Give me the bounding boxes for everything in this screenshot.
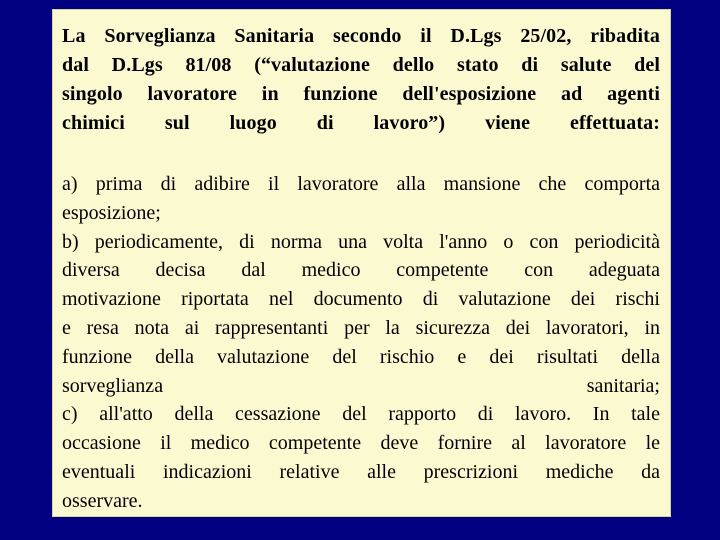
body-line: eventuali indicazioni relative alle prescrizioni mediche da <box>62 460 660 483</box>
body-line: motivazione riportata nel documento di valutazione dei rischi <box>62 288 660 311</box>
body-line-item-b: b) periodicamente, di norma una volta l'anno o con periodicità <box>62 230 660 253</box>
body-line: diversa decisa dal medico competente con adeguata <box>62 259 660 282</box>
body-line: funzione della valutazione del rischio e dei risultati della <box>62 345 660 368</box>
heading-line: La Sorveglianza Sanitaria secondo il D.Lgs 25/02, ribadita <box>62 25 660 47</box>
slide-body <box>62 170 660 516</box>
heading-line: chimici sul luogo di lavoro”) viene effettuata: <box>62 112 660 134</box>
content-panel <box>52 9 671 517</box>
body-line: osservare. <box>62 489 143 512</box>
body-line: e resa nota ai rappresentanti per la sicurezza dei lavoratori, in <box>62 316 660 339</box>
body-line: esposizione; <box>62 201 161 224</box>
body-line-item-c: c) all'atto della cessazione del rapporto di lavoro. In tale <box>62 403 660 426</box>
heading-line: singolo lavoratore in funzione dell'esposizione ad agenti <box>62 83 660 105</box>
heading-line: dal D.Lgs 81/08 (“valutazione dello stato di salute del <box>62 54 660 76</box>
body-line: sorveglianza sanitaria; <box>62 374 660 397</box>
body-line-item-a: a) prima di adibire il lavoratore alla mansione che comporta <box>62 173 660 195</box>
body-line: occasione il medico competente deve fornire al lavoratore le <box>62 432 660 455</box>
slide-heading <box>62 22 660 138</box>
